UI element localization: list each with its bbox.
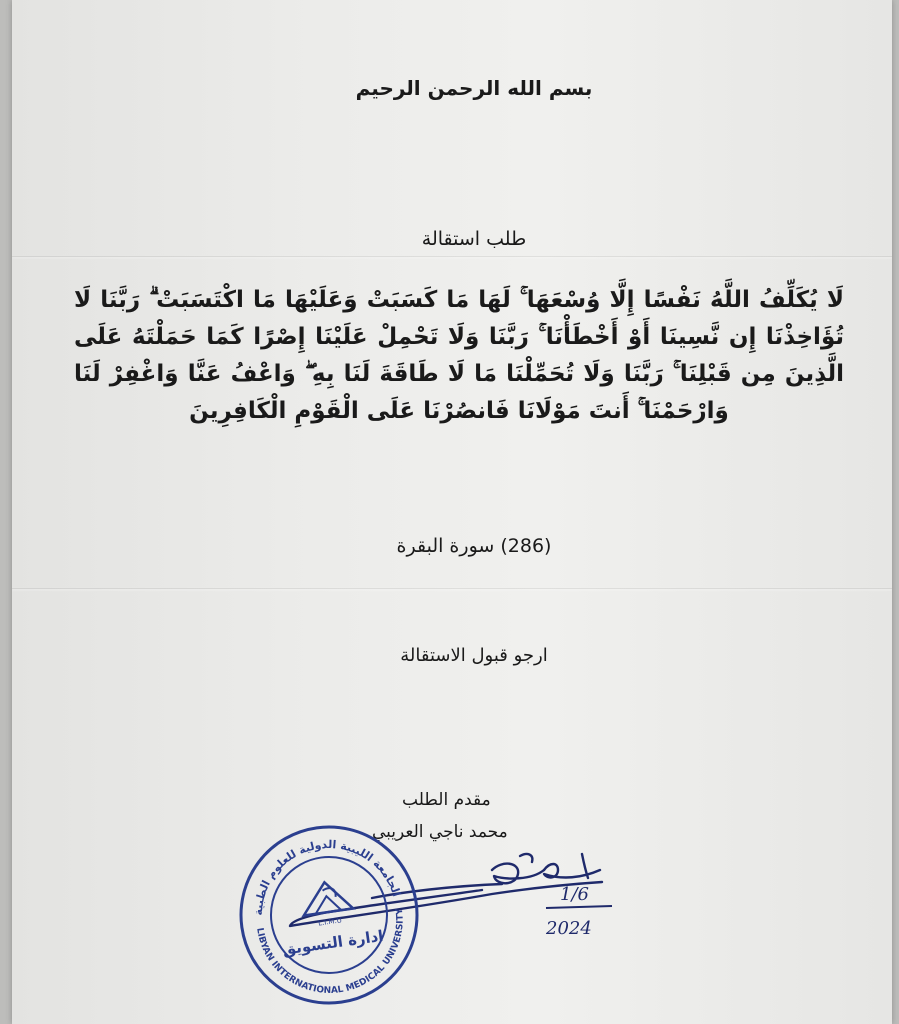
stamp-english-ring-text: LIBYAN INTERNATIONAL MEDICAL UNIVERSITY [254,907,406,997]
basmala-heading: بسم الله الرحمن الرحيم [355,76,593,100]
quran-verse: لَا يُكَلِّفُ اللَّهُ نَفْسًا إِلَّا وُسْعَهَا ۚ لَهَا مَا كَسَبَتْ وَعَلَيْهَا مَا اكْتَسَبَتْ ۗ رَبَّنَا لَا تُؤَاخِذْنَا إِن نَّسِينَا أَوْ أَخْطَأْنَا ۚ رَبَّنَا وَلَا تَحْمِلْ عَلَيْنَا إِصْرًا كَمَا حَمَلْتَهُ عَلَى الَّذِينَ مِن قَبْلِنَا ۚ رَبَّنَا وَلَا تُحَمِّلْنَا مَا لَا طَاقَةَ لَنَا بِهِ ۖ وَاعْفُ عَنَّا وَاغْفِرْ لَنَا وَارْحَمْنَا ۚ أَنتَ مَوْلَانَا فَانصُرْنَا عَلَى الْقَوْمِ الْكَافِرِينَ [74,287,844,424]
paper-fold-line [12,256,892,257]
handwritten-date [532,878,632,958]
request-line: ارجو قبول الاستقالة [400,645,548,666]
applicant-role-label: مقدم الطلب [402,790,491,810]
applicant-name: محمد ناجي العريبي [372,822,508,842]
university-stamp [234,820,424,1010]
surah-reference: (286) سورة البقرة [396,535,552,557]
paper-fold-line [12,588,892,589]
stamp-arabic-ring-text: الجامعة الليبية الدولية للعلوم الطبية [251,837,404,916]
date-year: 2024 [546,918,592,939]
stamp-emblem-icon [300,879,356,930]
date-day-month: 1/6 [560,884,589,905]
letter-title: طلب استقالة [421,228,527,250]
svg-text:L.I.M.U: L.I.M.U [317,916,343,928]
stamp-department: ادارة التسويق [281,926,385,959]
resignation-letter-page [12,0,892,1024]
